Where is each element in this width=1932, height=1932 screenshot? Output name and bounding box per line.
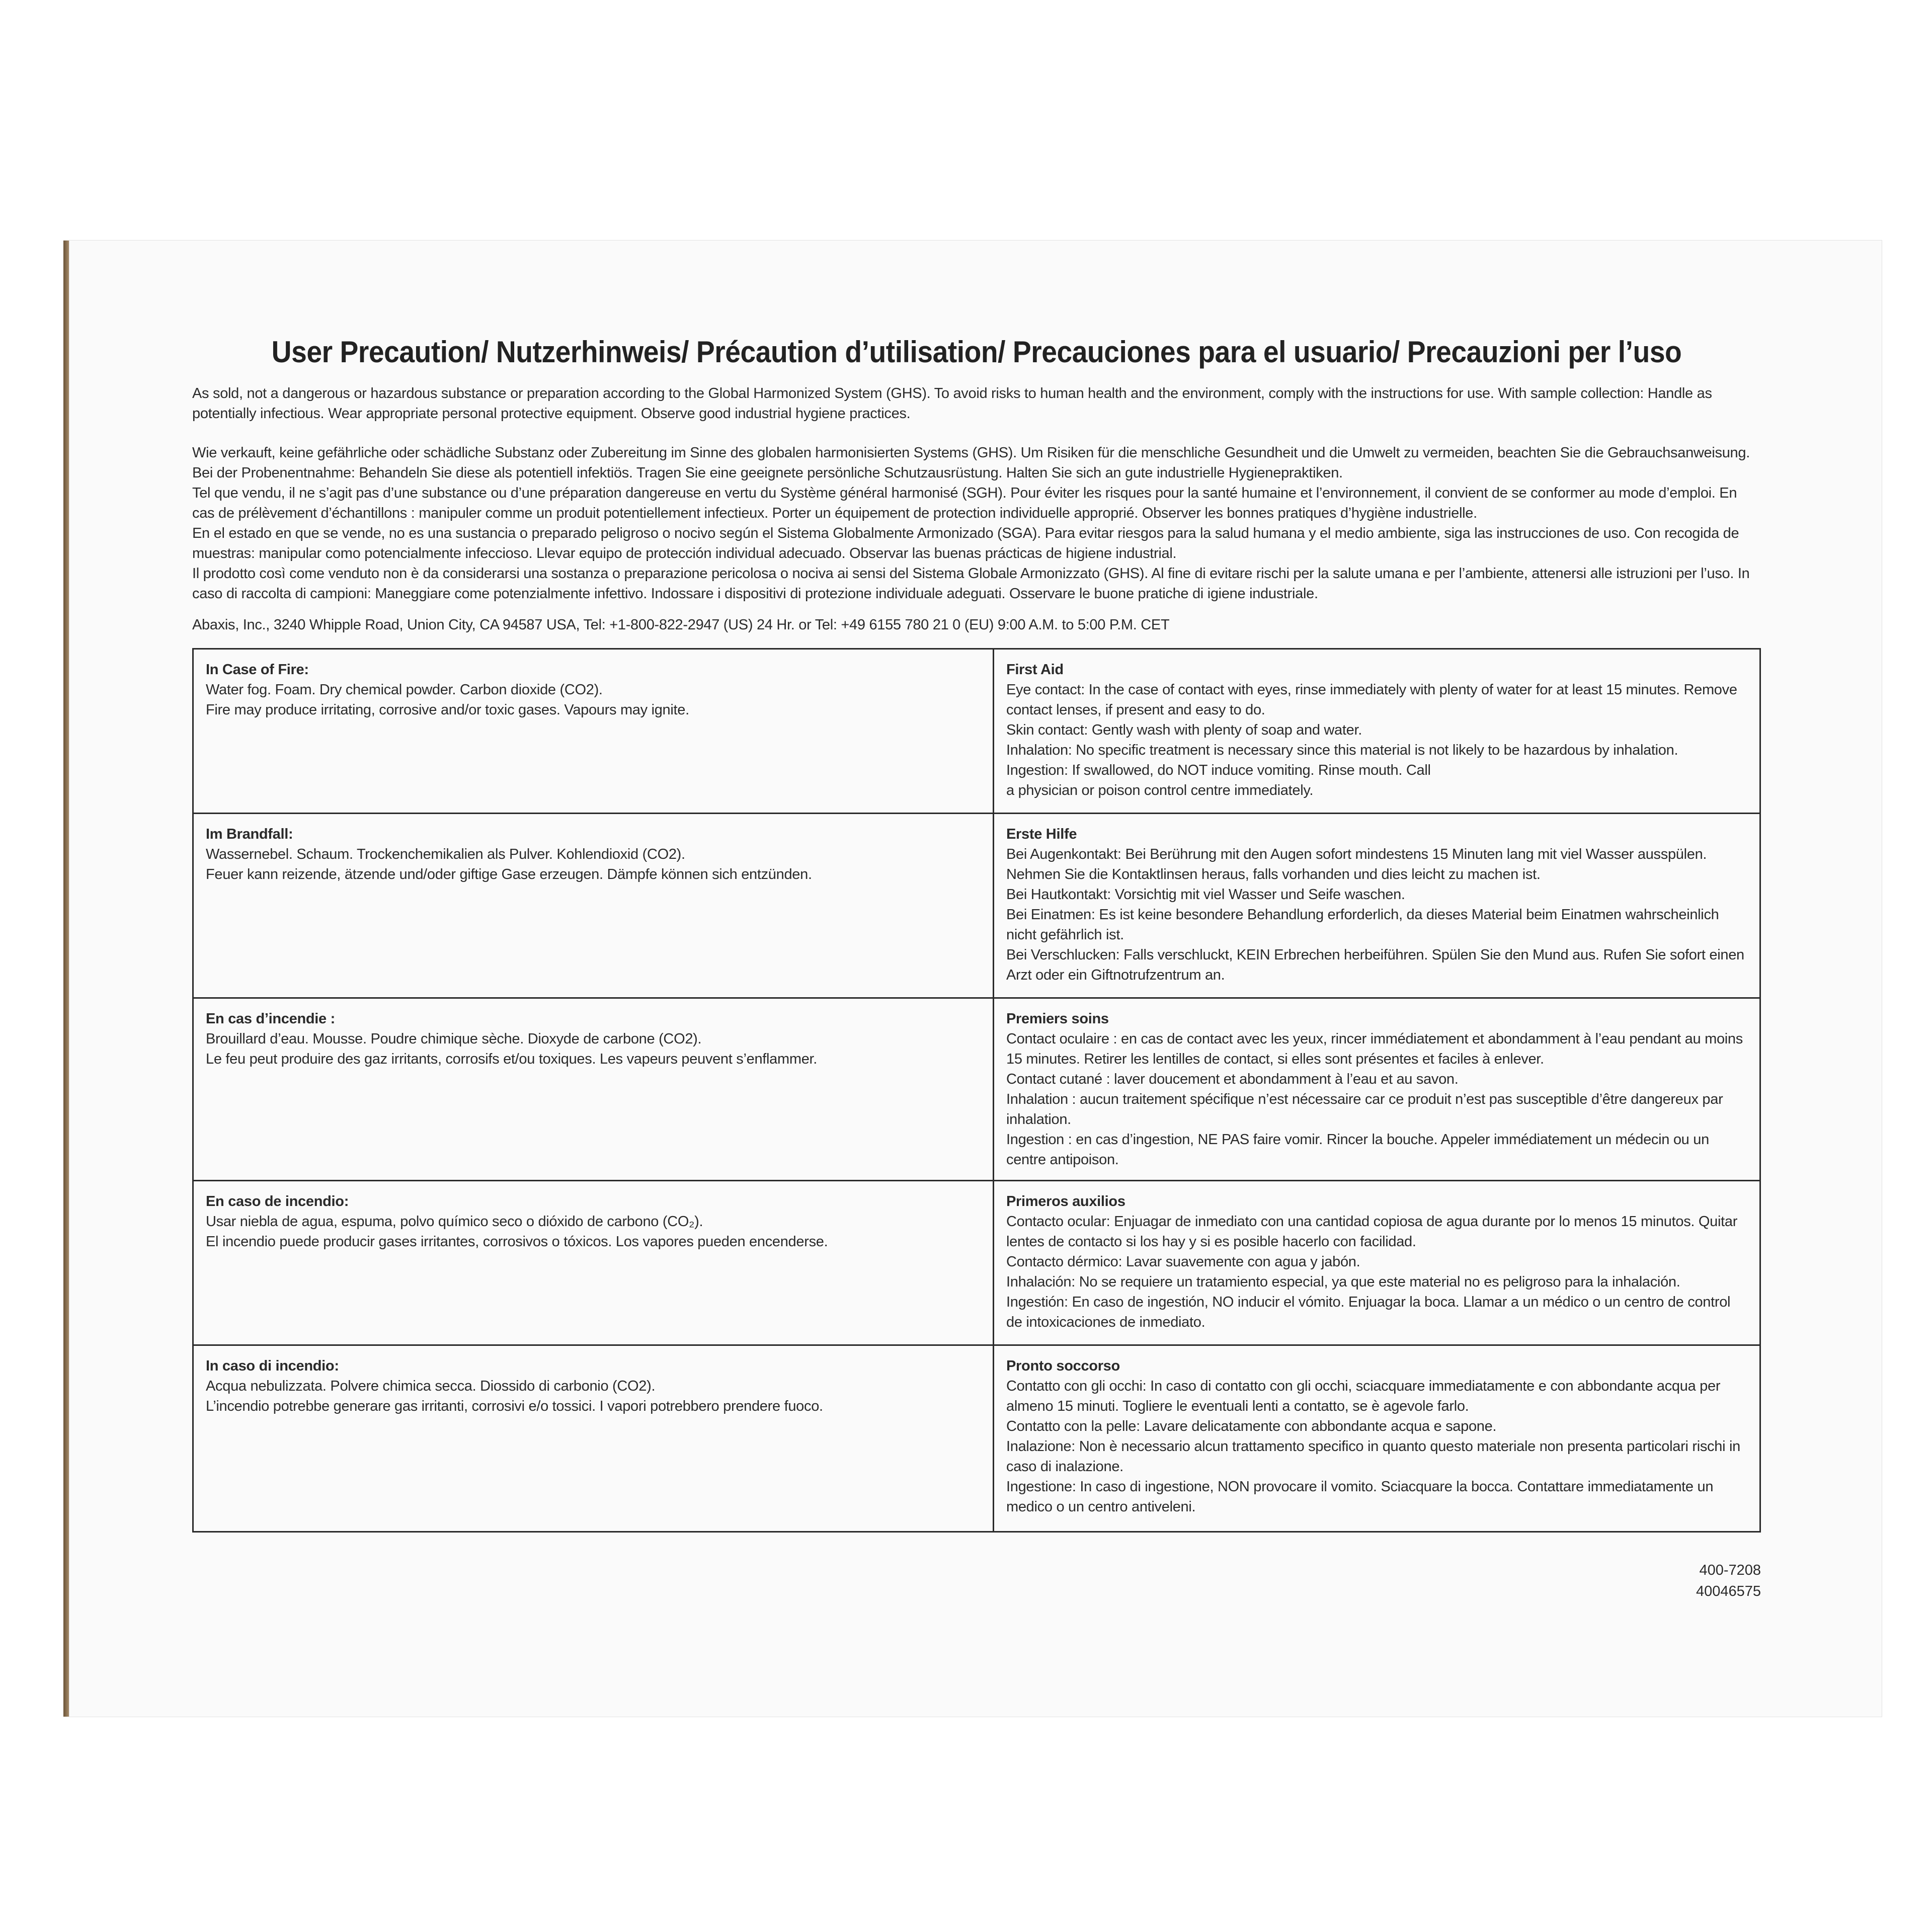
first-aid-line: a physician or poison control centre immediately. <box>1006 782 1314 798</box>
first-aid-line: Contatto con gli occhi: In caso di contatto con gli occhi, sciacquare immediatamente e con abbondante acqua per almeno 15 minuti. Togliere le eventuali lenti a contatto, se è agevole farlo. <box>1006 1378 1721 1414</box>
safety-table <box>192 648 1761 1533</box>
first-aid-heading: Premiers soins <box>1006 1011 1109 1027</box>
page-title: User Precaution/ Nutzerhinweis/ Précaution d’utilisation/ Precauciones para el usuario/ Precauzioni per l’uso <box>271 335 1682 369</box>
fire-line: L’incendio potrebbe generare gas irritanti, corrosivi e/o tossici. I vapori potrebbero prendere fuoco. <box>206 1398 823 1414</box>
first-aid-cell <box>994 998 1760 1181</box>
first-aid-line: Contacto ocular: Enjuagar de inmediato con una cantidad copiosa de agua durante por lo menos 15 minutos. Quitar lentes de contacto si los hay y si es posible hacerlo con facilidad. <box>1006 1214 1738 1250</box>
fire-heading: En caso de incendio: <box>206 1193 349 1210</box>
fire-cell <box>193 814 994 998</box>
first-aid-cell <box>994 814 1760 998</box>
fire-cell <box>193 1181 994 1345</box>
company-contact-line: Abaxis, Inc., 3240 Whipple Road, Union City, CA 94587 USA, Tel: +1-800-822-2947 (US) 24 Hr. or Tel: +49 6155 780 21 0 (EU) 9:00 A.M. to 5:00 P.M. CET <box>192 617 1170 633</box>
fire-cell <box>193 1345 994 1532</box>
fire-line: Usar niebla de agua, espuma, polvo químico seco o dióxido de carbono (CO₂). <box>206 1214 703 1230</box>
first-aid-line: Inhalación: No se requiere un tratamiento especial, ya que este material no es peligroso para la inhalación. <box>1006 1274 1680 1290</box>
first-aid-heading: Erste Hilfe <box>1006 826 1077 842</box>
first-aid-heading: First Aid <box>1006 662 1064 678</box>
first-aid-line: Contact cutané : laver doucement et abondamment à l’eau et au savon. <box>1006 1071 1459 1087</box>
fire-cell <box>193 998 994 1181</box>
fire-line: Wassernebel. Schaum. Trockenchemikalien als Pulver. Kohlendioxid (CO2). <box>206 846 685 862</box>
first-aid-line: Ingestion: If swallowed, do NOT induce vomiting. Rinse mouth. Call <box>1006 762 1431 778</box>
intro-paragraph-es: En el estado en que se vende, no es una sustancia o preparado peligroso o nocivo según el Sistema Globalmente Armonizado (SGA). Para evitar riesgos para la salud humana y el medio ambiente, siga las instrucciones de uso. Con recogida de muestras: manipular como potencialmente infeccioso. Llevar equipo de protección individual adecuado. Observar las buenas prácticas de higiene industrial. <box>192 525 1739 561</box>
intro-paragraph-it: Il prodotto così come venduto non è da considerarsi una sostanza o preparazione pericolosa o nociva ai sensi del Sistema Globale Armonizzato (GHS). Al fine di evitare rischi per la salute umana e per l’ambiente, attenersi alle istruzioni per l’uso. In caso di raccolta di campioni: Maneggiare come potenzialmente infettivo. Indossare i dispositivi di protezione individuale adeguati. Osservare le buone pratiche di igiene industriale. <box>192 566 1750 602</box>
first-aid-line: Eye contact: In the case of contact with eyes, rinse immediately with plenty of water for at least 15 minutes. Remove contact lenses, if present and easy to do. <box>1006 682 1737 718</box>
intro-paragraph-de: Wie verkauft, keine gefährliche oder schädliche Substanz oder Zubereitung im Sinne des globalen harmonisierten Systems (GHS). Um Risiken für die menschliche Gesundheit und die Umwelt zu vermeiden, beachten Sie die Gebrauchsanweisung. Bei der Probenentnahme: Behandeln Sie diese als potentiell infektiös. Tragen Sie eine geeignete persönliche Schutzausrüstung. Halten Sie sich an gute industrielle Hygienepraktiken. <box>192 445 1750 481</box>
fire-heading: In caso di incendio: <box>206 1358 339 1374</box>
table-row <box>193 649 1760 814</box>
first-aid-line: Contacto dérmico: Lavar suavemente con agua y jabón. <box>1006 1254 1360 1270</box>
fire-heading: Im Brandfall: <box>206 826 293 842</box>
first-aid-line: Bei Augenkontakt: Bei Berührung mit den Augen sofort mindestens 15 Minuten lang mit viel Wasser ausspülen. Nehmen Sie die Kontaktlinsen heraus, falls vorhanden und dies leicht zu machen ist. <box>1006 846 1707 882</box>
first-aid-line: Skin contact: Gently wash with plenty of soap and water. <box>1006 722 1362 738</box>
first-aid-line: Ingestión: En caso de ingestión, NO inducir el vómito. Enjuagar la boca. Llamar a un médico o un centro de control de intoxicaciones de inmediato. <box>1006 1294 1731 1330</box>
fire-heading: En cas d’incendie : <box>206 1011 335 1027</box>
intro-paragraph-en: As sold, not a dangerous or hazardous substance or preparation according to the Global Harmonized System (GHS). To avoid risks to human health and the environment, comply with the instructions for use. With sample collection: Handle as potentially infectious. Wear appropriate personal protective equipment. Observe good industrial hygiene practices. <box>192 385 1712 422</box>
first-aid-cell <box>994 1181 1760 1345</box>
first-aid-line: Ingestione: In caso di ingestione, NON provocare il vomito. Sciacquare la bocca. Contattare immediatamente un medico o un centro antiveleni. <box>1006 1479 1714 1515</box>
first-aid-line: Bei Einatmen: Es ist keine besondere Behandlung erforderlich, da dieses Material beim Einatmen wahrscheinlich nicht gefährlich ist. <box>1006 907 1719 943</box>
first-aid-cell <box>994 649 1760 814</box>
fire-line: Fire may produce irritating, corrosive and/or toxic gases. Vapours may ignite. <box>206 702 689 718</box>
first-aid-heading: Primeros auxilios <box>1006 1193 1125 1210</box>
fire-line: Feuer kann reizende, ätzende und/oder giftige Gase erzeugen. Dämpfe können sich entzünden. <box>206 866 812 882</box>
first-aid-line: Inhalation: No specific treatment is necessary since this material is not likely to be hazardous by inhalation. <box>1006 742 1678 758</box>
first-aid-line: Ingestion : en cas d’ingestion, NE PAS faire vomir. Rincer la bouche. Appeler immédiatement un médecin ou un centre antipoison. <box>1006 1132 1709 1168</box>
fire-line: Water fog. Foam. Dry chemical powder. Carbon dioxide (CO2). <box>206 682 603 698</box>
table-row <box>193 814 1760 998</box>
code-line: 40046575 <box>1696 1583 1761 1599</box>
fire-heading: In Case of Fire: <box>206 662 309 678</box>
first-aid-line: Inhalation : aucun traitement spécifique n’est nécessaire car ce produit n’est pas susceptible d’être dangereux par inhalation. <box>1006 1091 1723 1128</box>
fire-line: El incendio puede producir gases irritantes, corrosivos o tóxicos. Los vapores pueden encenderse. <box>206 1234 828 1250</box>
code-line: 400-7208 <box>1699 1562 1761 1578</box>
table-row <box>193 1181 1760 1345</box>
table-row <box>193 1345 1760 1532</box>
first-aid-line: Contatto con la pelle: Lavare delicatamente con abbondante acqua e sapone. <box>1006 1418 1497 1434</box>
first-aid-line: Bei Verschlucken: Falls verschluckt, KEIN Erbrechen herbeiführen. Spülen Sie den Mund aus. Rufen Sie sofort einen Arzt oder ein Giftnotrufzentrum an. <box>1006 947 1744 983</box>
first-aid-line: Bei Hautkontakt: Vorsichtig mit viel Wasser und Seife waschen. <box>1006 887 1405 903</box>
first-aid-line: Inalazione: Non è necessario alcun trattamento specifico in quanto questo materiale non presenta particolari rischi in caso di inalazione. <box>1006 1438 1740 1475</box>
product-codes <box>1696 1560 1761 1602</box>
first-aid-line: Contact oculaire : en cas de contact avec les yeux, rincer immédiatement et abondamment à l’eau pendant au moins 15 minutes. Retirer les lentilles de contact, si elles sont présentes et faciles à enlever. <box>1006 1031 1743 1067</box>
table-row <box>193 998 1760 1181</box>
fire-cell <box>193 649 994 814</box>
fire-line: Brouillard d’eau. Mousse. Poudre chimique sèche. Dioxyde de carbone (CO2). <box>206 1031 702 1047</box>
fire-line: Le feu peut produire des gaz irritants, corrosifs et/ou toxiques. Les vapeurs peuvent s’enflammer. <box>206 1051 818 1067</box>
first-aid-heading: Pronto soccorso <box>1006 1358 1120 1374</box>
intro-paragraph-fr: Tel que vendu, il ne s’agit pas d’une substance ou d’une préparation dangereuse en vertu du Système général harmonisé (SGH). Pour éviter les risques pour la santé humaine et l’environnement, il convient de se conformer au mode d’emploi. En cas de prélèvement d’échantillons : manipuler comme un produit potentiellement infectieux. Porter un équipement de protection individuelle approprié. Observer les bonnes pratiques d’hygiène industrielle. <box>192 485 1737 521</box>
first-aid-cell <box>994 1345 1760 1532</box>
fire-line: Acqua nebulizzata. Polvere chimica secca. Diossido di carbonio (CO2). <box>206 1378 656 1394</box>
precaution-content <box>192 335 1761 1533</box>
